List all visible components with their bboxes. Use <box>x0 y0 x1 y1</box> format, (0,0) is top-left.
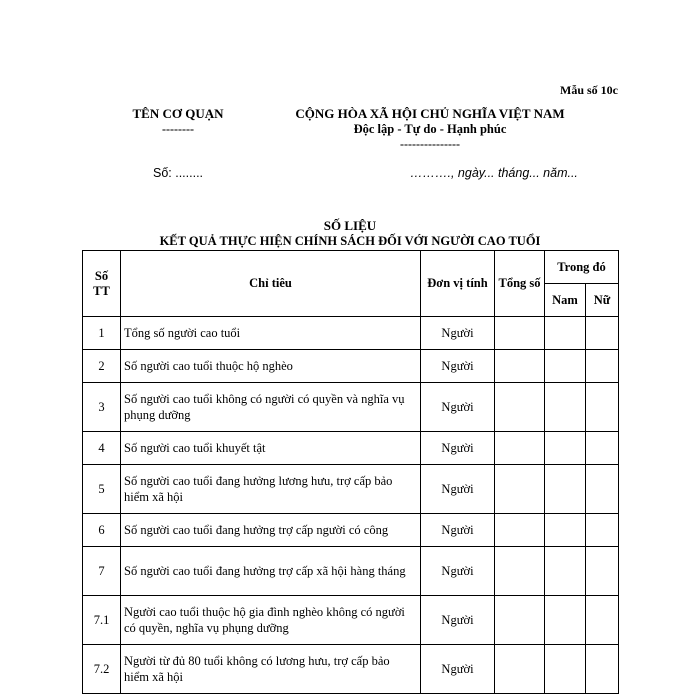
row-unit: Người <box>421 547 495 596</box>
national-motto: Độc lập - Tự do - Hạnh phúc <box>353 122 507 136</box>
row-indicator: Người cao tuổi thuộc hộ gia đình nghèo không có người có quyền, nghĩa vụ phụng dưỡng <box>121 596 421 645</box>
cell-total[interactable] <box>495 596 545 645</box>
cell-female[interactable] <box>586 596 619 645</box>
cell-total[interactable] <box>495 465 545 514</box>
cell-male[interactable] <box>545 514 586 547</box>
motto-divider: --------------- <box>400 137 460 151</box>
form-code: Mẫu số 10c <box>560 83 618 97</box>
cell-total[interactable] <box>495 432 545 465</box>
cell-total[interactable] <box>495 350 545 383</box>
col-header-unit: Đơn vị tính <box>421 251 495 317</box>
col-header-male: Nam <box>545 284 586 317</box>
row-unit: Người <box>421 317 495 350</box>
table-row <box>83 547 619 596</box>
row-unit: Người <box>421 432 495 465</box>
row-number: 2 <box>83 350 121 383</box>
cell-male[interactable] <box>545 645 586 694</box>
row-indicator: Số người cao tuổi đang hưởng trợ cấp người có công <box>121 514 421 547</box>
cell-total[interactable] <box>495 317 545 350</box>
cell-male[interactable] <box>545 547 586 596</box>
cell-male[interactable] <box>545 317 586 350</box>
cell-female[interactable] <box>586 350 619 383</box>
row-indicator: Người từ đủ 80 tuổi không có lương hưu, trợ cấp bảo hiểm xã hội <box>121 645 421 694</box>
row-indicator: Số người cao tuổi thuộc hộ nghèo <box>121 350 421 383</box>
place-date-line: ………., ngày... tháng... năm... <box>410 166 578 180</box>
row-indicator: Số người cao tuổi không có người có quyền và nghĩa vụ phụng dưỡng <box>121 383 421 432</box>
cell-male[interactable] <box>545 383 586 432</box>
col-header-indicator: Chỉ tiêu <box>121 251 421 317</box>
table-row <box>83 645 619 694</box>
col-header-total: Tổng số <box>495 251 545 317</box>
row-indicator: Số người cao tuổi đang hưởng trợ cấp xã hội hàng tháng <box>121 547 421 596</box>
cell-female[interactable] <box>586 317 619 350</box>
document-number: Số: ........ <box>153 166 204 180</box>
table-row <box>83 350 619 383</box>
row-number: 7.2 <box>83 645 121 694</box>
table-row <box>83 317 619 350</box>
table-row <box>83 465 619 514</box>
row-number: 7 <box>83 547 121 596</box>
table-header-row <box>83 251 619 284</box>
cell-total[interactable] <box>495 645 545 694</box>
cell-male[interactable] <box>545 465 586 514</box>
row-unit: Người <box>421 465 495 514</box>
row-unit: Người <box>421 350 495 383</box>
cell-male[interactable] <box>545 432 586 465</box>
cell-female[interactable] <box>586 514 619 547</box>
table-row <box>83 383 619 432</box>
col-header-of-which: Trong đó <box>545 251 619 284</box>
agency-name: TÊN CƠ QUẠN <box>132 106 224 121</box>
row-number: 4 <box>83 432 121 465</box>
row-number: 1 <box>83 317 121 350</box>
cell-female[interactable] <box>586 645 619 694</box>
report-table <box>82 250 619 694</box>
table-row <box>83 514 619 547</box>
col-header-stt: Số TT <box>83 251 121 317</box>
nation-title: CỘNG HÒA XÃ HỘI CHỦ NGHĨA VIỆT NAM <box>295 106 565 121</box>
row-indicator: Số người cao tuổi đang hưởng lương hưu, trợ cấp bảo hiểm xã hội <box>121 465 421 514</box>
row-unit: Người <box>421 645 495 694</box>
report-subtitle: KẾT QUẢ THỰC HIỆN CHÍNH SÁCH ĐỐI VỚI NGƯỜI CAO TUỔI <box>159 234 541 248</box>
row-number: 7.1 <box>83 596 121 645</box>
row-unit: Người <box>421 596 495 645</box>
col-header-female: Nữ <box>586 284 619 317</box>
cell-female[interactable] <box>586 547 619 596</box>
report-title: SỐ LIỆU <box>323 218 377 233</box>
cell-total[interactable] <box>495 383 545 432</box>
row-number: 5 <box>83 465 121 514</box>
cell-total[interactable] <box>495 547 545 596</box>
cell-female[interactable] <box>586 465 619 514</box>
cell-female[interactable] <box>586 432 619 465</box>
table-row <box>83 596 619 645</box>
row-number: 3 <box>83 383 121 432</box>
row-unit: Người <box>421 514 495 547</box>
agency-divider: -------- <box>162 122 194 136</box>
row-indicator: Số người cao tuổi khuyết tật <box>121 432 421 465</box>
table-row <box>83 432 619 465</box>
cell-total[interactable] <box>495 514 545 547</box>
row-indicator: Tổng số người cao tuổi <box>121 317 421 350</box>
cell-female[interactable] <box>586 383 619 432</box>
row-number: 6 <box>83 514 121 547</box>
cell-male[interactable] <box>545 350 586 383</box>
cell-male[interactable] <box>545 596 586 645</box>
row-unit: Người <box>421 383 495 432</box>
